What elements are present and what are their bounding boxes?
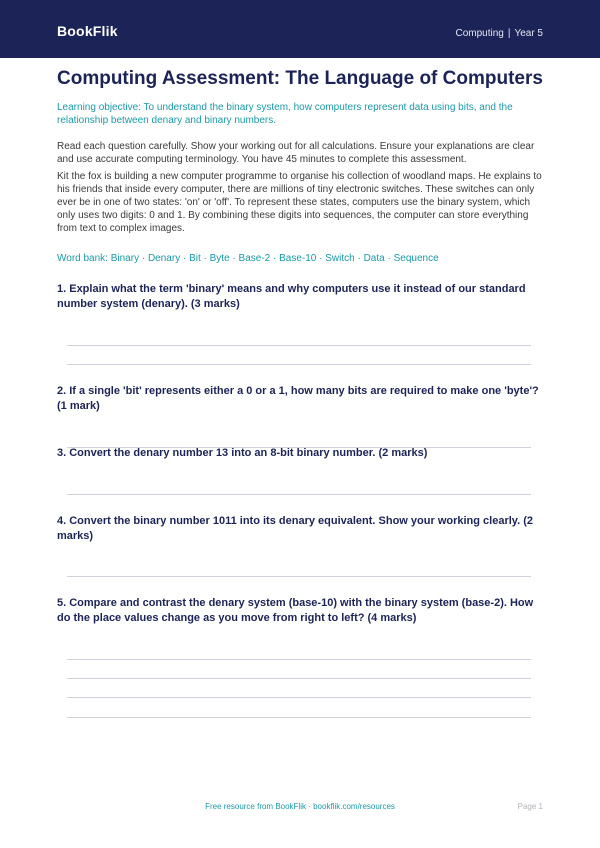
answer-line[interactable]: [67, 659, 531, 660]
year-label: Year 5: [514, 28, 543, 39]
answer-line[interactable]: [67, 576, 531, 577]
word-bank: Word bank: Binary · Denary · Bit · Byte · Base-2 · Base-10 · Switch · Data · Sequence: [57, 253, 439, 264]
header-separator: |: [507, 28, 511, 39]
header-meta: [455, 28, 543, 39]
question-5: 5. Compare and contrast the denary system (base-10) with the binary system (base-2). How do the place values change as you move from right to left? (4 marks): [57, 597, 534, 624]
question-2: 2. If a single 'bit' represents either a 0 or a 1, how many bits are required to make one 'byte'? (1 mark): [57, 385, 539, 412]
learning-objective: Learning objective: To understand the binary system, how computers represent data using bits, and the relationship between denary and binary numbers.: [57, 102, 513, 126]
answer-line[interactable]: [67, 697, 531, 698]
footer-resource-link[interactable]: Free resource from BookFlik · bookflik.com/resources: [205, 802, 395, 811]
answer-line[interactable]: [67, 678, 531, 679]
page-header: [0, 0, 600, 58]
answer-line[interactable]: [67, 717, 531, 718]
page-number: Page 1: [517, 802, 543, 811]
question-4: 4. Convert the binary number 1011 into its denary equivalent. Show your working clearly. (2 marks): [57, 515, 533, 542]
page-title: Computing Assessment: The Language of Computers: [57, 68, 543, 89]
answer-line[interactable]: [67, 364, 531, 365]
instructions-text: Read each question carefully. Show your working out for all calculations. Ensure your explanations are clear and use accurate computing terminology. You have 45 minutes to complete this assessment.: [57, 141, 535, 165]
story-text: Kit the fox is building a new computer programme to organise his collection of woodland maps. He explains to his friends that inside every computer, there are millions of tiny electronic switches. These switches can only ever be in one of two states: 'on' or 'off'. To represent these states, computers use the binary system, which only uses two digits: 0 and 1. By combining these digits into sequences, the computer can store everything from text to complex images.: [57, 171, 542, 234]
question-1: 1. Explain what the term 'binary' means and why computers use it instead of our standard number system (denary). (3 marks): [57, 283, 526, 310]
question-3: 3. Convert the denary number 13 into an 8-bit binary number. (2 marks): [57, 447, 428, 459]
subject-label: Computing: [455, 28, 504, 39]
brand-logo: BookFlik: [57, 23, 118, 39]
answer-line[interactable]: [67, 345, 531, 346]
answer-line[interactable]: [67, 494, 531, 495]
